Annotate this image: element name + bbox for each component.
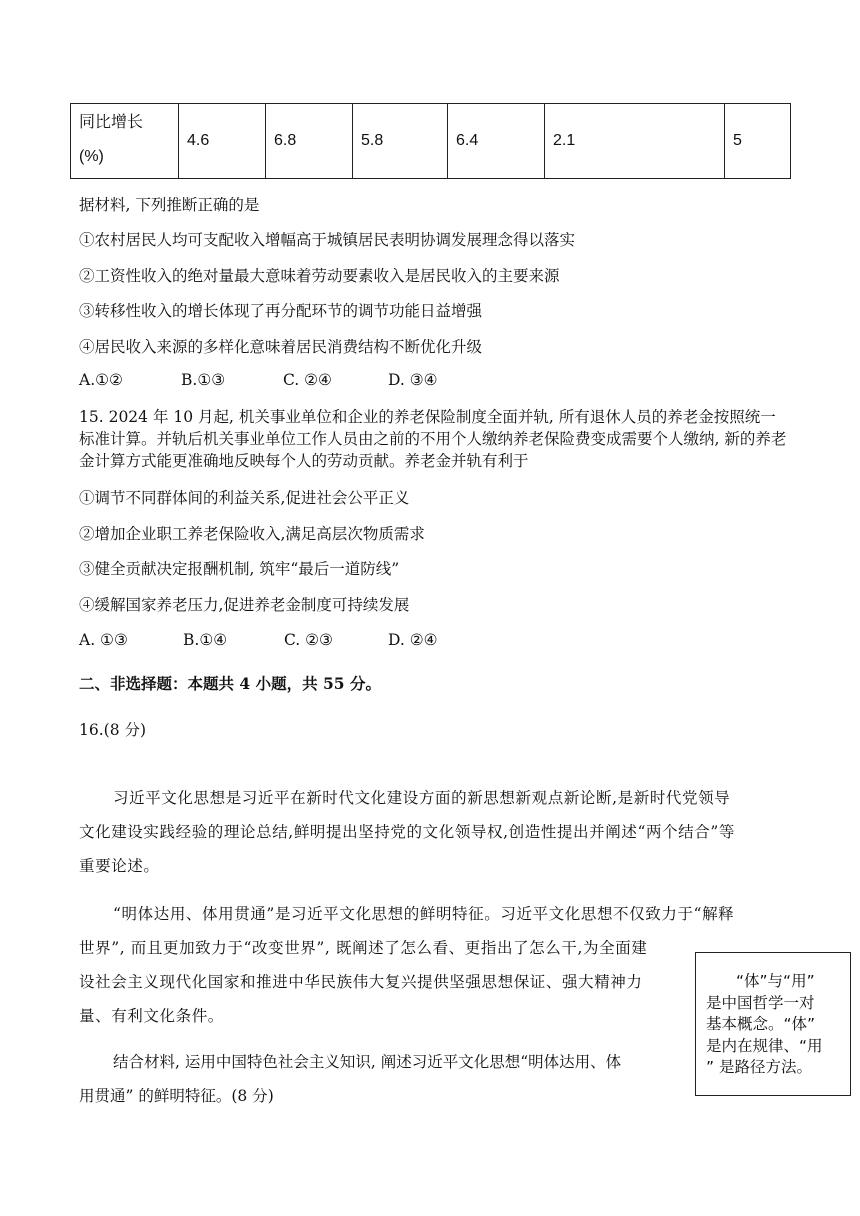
q16-para2-line4: 量、有利文化条件。: [79, 1007, 224, 1025]
option-b[interactable]: B.①③: [181, 371, 226, 389]
q16-para1-line3: 重要论述。: [79, 857, 160, 875]
q16-para2-line1: “明体达用、体用贯通”是习近平文化思想的鲜明特征。习近平文化思想不仅致力于“解释: [113, 905, 735, 923]
q16-para2-line2: 世界”, 而且更加致力于“改变世界”, 既阐述了怎么看、更指出了怎么干,为全面建: [79, 939, 648, 957]
row-label-line2: (%): [79, 148, 104, 165]
section-heading: 二、非选择题：本题共 4 小题，共 55 分。: [79, 674, 381, 693]
q14-item-2: ②工资性收入的绝对量最大意味着劳动要素收入是居民收入的主要来源: [79, 267, 560, 285]
q15-stem: 15. 2024 年 10 月起, 机关事业单位和企业的养老保险制度全面并轨, 所有退休人员的养老金按照统一标准计算。并轨后机关事业单位工作人员由之前的不用个人缴纳养老保险费变成需要个人缴纳, 新的养老金计算方式能更准确地反映每个人的劳动贡献。养老金并轨有利于: [79, 408, 787, 470]
table-cell: 4.6: [179, 104, 266, 179]
q15-item-2: ②增加企业职工养老保险收入,满足高层次物质需求: [79, 525, 425, 543]
option-d[interactable]: D. ③④: [388, 371, 438, 389]
row-label-line1: 同比增长: [79, 114, 144, 131]
option-d[interactable]: D. ②④: [388, 631, 438, 649]
q16-para1-line1: 习近平文化思想是习近平在新时代文化建设方面的新思想新观点新论断,是新时代党领导: [113, 789, 731, 807]
note-line: ” 是路径方法。: [706, 1058, 812, 1076]
income-growth-table: [70, 103, 791, 179]
option-a[interactable]: A.①②: [79, 371, 123, 389]
q16-number: 16.(8 分): [79, 721, 147, 739]
option-c[interactable]: C. ②④: [283, 371, 332, 389]
note-line: “体”与“用”: [736, 972, 815, 990]
table-row: [71, 104, 791, 179]
q15-item-4: ④缓解国家养老压力,促进养老金制度可持续发展: [79, 596, 410, 614]
q14-stem: 据材料, 下列推断正确的是: [79, 196, 260, 214]
option-b[interactable]: B.①④: [183, 631, 228, 649]
q15-options: [79, 631, 438, 649]
note-line: 是中国哲学一对: [706, 993, 815, 1012]
q14-item-3: ③转移性收入的增长体现了再分配环节的调节功能日益增强: [79, 302, 483, 320]
table-cell: 6.4: [448, 104, 545, 179]
option-c[interactable]: C. ②③: [284, 631, 333, 649]
concept-note-box: [695, 952, 851, 1096]
q16-para2-line3: 设社会主义现代化国家和推进中华民族伟大复兴提供坚强思想保证、强大精神力: [79, 973, 643, 991]
note-line: 是内在规律、“用: [706, 1036, 823, 1055]
q14-options: [79, 371, 438, 389]
note-line: 基本概念。“体”: [706, 1015, 816, 1033]
q15-item-1: ①调节不同群体间的利益关系,促进社会公平正义: [79, 489, 410, 507]
q14-item-4: ④居民收入来源的多样化意味着居民消费结构不断优化升级: [79, 338, 483, 356]
q16-para1-line2: 文化建设实践经验的理论总结,鲜明提出坚持党的文化领导权,创造性提出并阐述“两个结合”等: [79, 823, 736, 841]
table-cell: 2.1: [545, 104, 725, 179]
table-cell: 6.8: [266, 104, 353, 179]
q16-task-line1: 结合材料, 运用中国特色社会主义知识, 阐述习近平文化思想“明体达用、体: [113, 1053, 622, 1071]
q16-task-line2: 用贯通” 的鲜明特征。(8 分): [79, 1087, 274, 1105]
option-a[interactable]: A. ①③: [79, 631, 128, 649]
row-label-cell: [71, 104, 179, 179]
q14-item-1: ①农村居民人均可支配收入增幅高于城镇居民表明协调发展理念得以落实: [79, 231, 576, 249]
q15-item-3: ③健全贡献决定报酬机制, 筑牢“最后一道防线”: [79, 560, 400, 578]
table-cell: 5: [725, 104, 791, 179]
table-cell: 5.8: [353, 104, 448, 179]
